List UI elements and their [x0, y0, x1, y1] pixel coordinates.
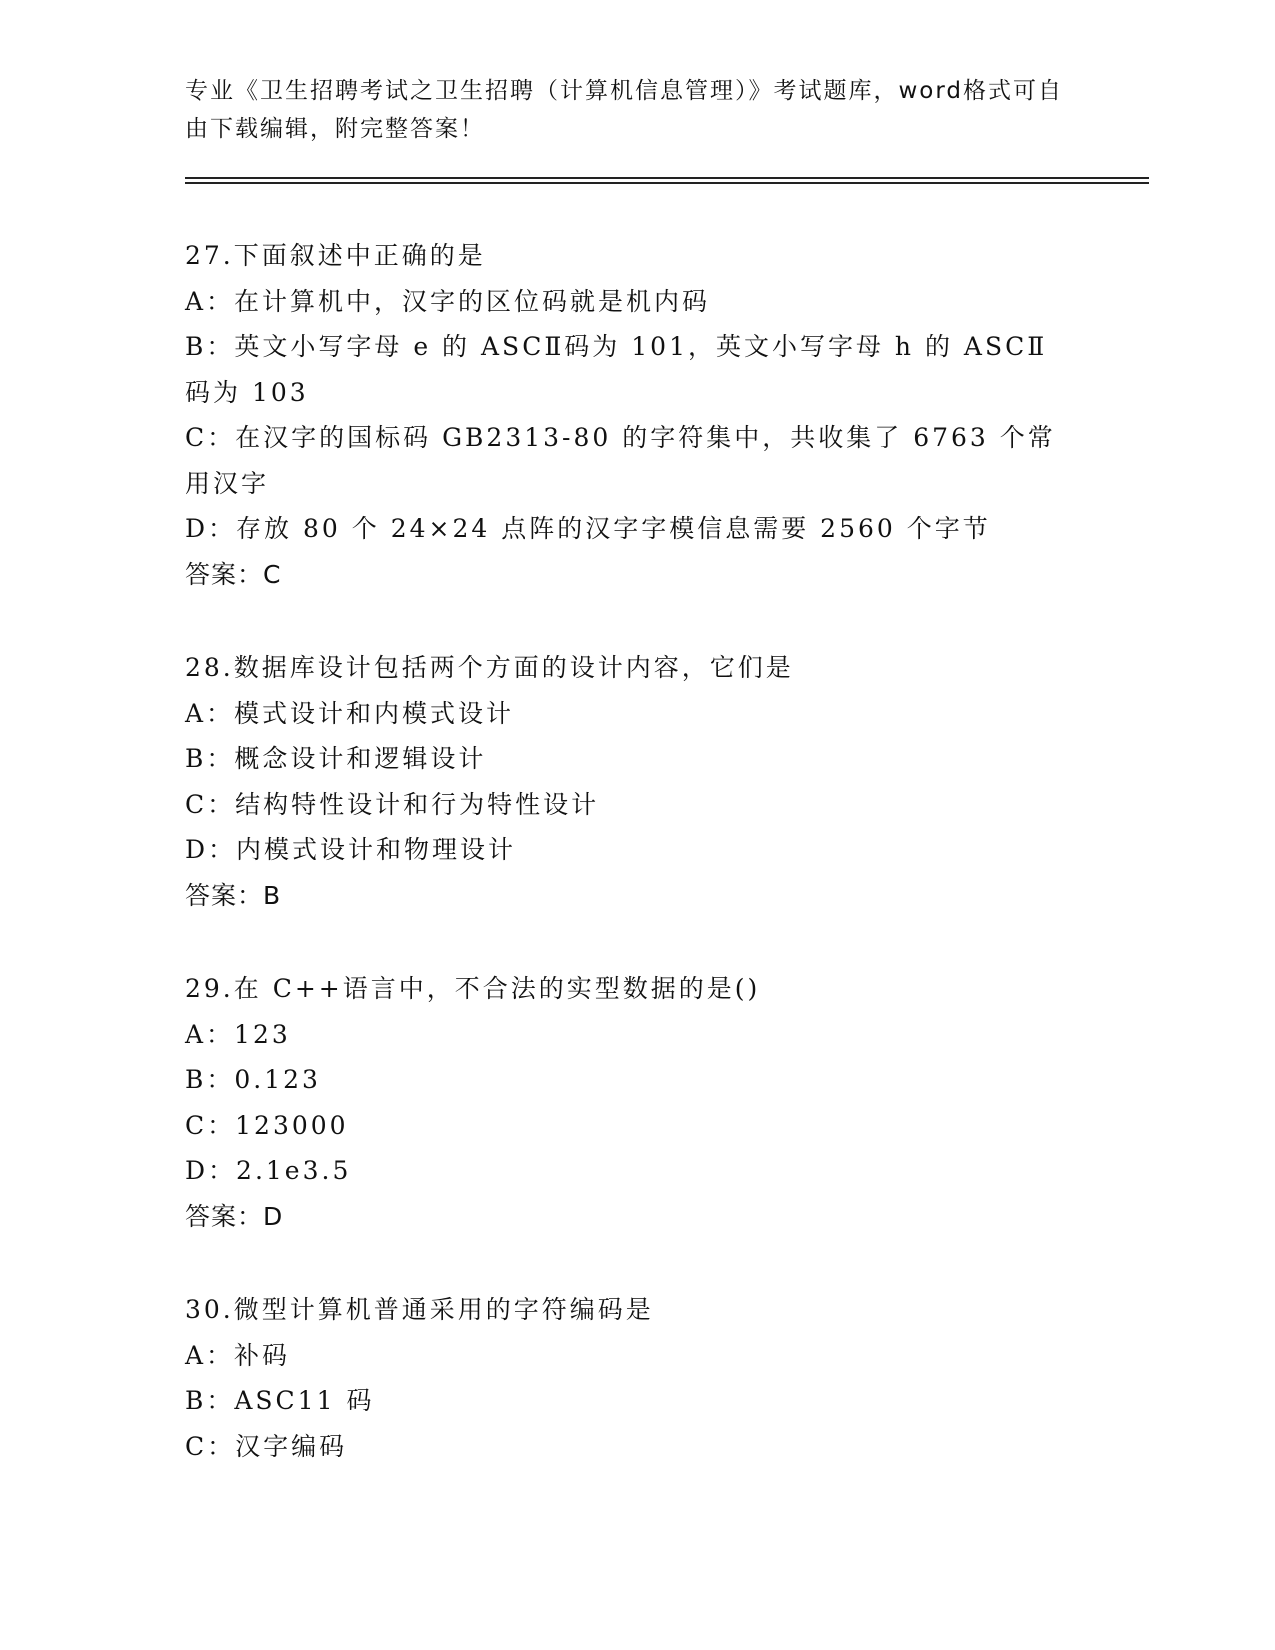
option-c: C：123000	[185, 1110, 349, 1140]
option-d: D：存放 80 个 24×24 点阵的汉字字模信息需要 2560 个字节	[185, 514, 991, 543]
question-stem: 30.微型计算机普通采用的字符编码是	[185, 1295, 654, 1324]
question-list	[185, 233, 1065, 1517]
option-a: A：123	[185, 1019, 291, 1049]
question-27	[185, 233, 1065, 597]
question-stem: 28.数据库设计包括两个方面的设计内容，它们是	[185, 653, 794, 682]
question-28	[185, 645, 1065, 918]
answer-label: 答案：D	[185, 1201, 284, 1231]
option-c: C：汉字编码	[185, 1431, 348, 1461]
option-b: B：概念设计和逻辑设计	[185, 744, 487, 773]
header-divider-bottom	[185, 182, 1149, 184]
option-d: D：内模式设计和物理设计	[185, 835, 517, 864]
answer-label: 答案：B	[185, 880, 282, 910]
question-29	[185, 966, 1065, 1239]
option-c: C：结构特性设计和行为特性设计	[185, 789, 600, 819]
option-c: C：在汉字的国标码 GB2313-80 的字符集中，共收集了 6763 个常用汉字	[185, 423, 1056, 498]
option-d: D：2.1e3.5	[185, 1156, 352, 1185]
question-30	[185, 1287, 1065, 1469]
document-intro: 专业《卫生招聘考试之卫生招聘（计算机信息管理）》考试题库，word格式可自由下载编辑，附完整答案！	[185, 78, 1064, 142]
question-stem: 29.在 C++语言中，不合法的实型数据的是()	[185, 974, 761, 1003]
option-a: A：在计算机中，汉字的区位码就是机内码	[185, 286, 711, 316]
question-stem: 27.下面叙述中正确的是	[185, 241, 486, 270]
option-a: A：补码	[185, 1340, 291, 1370]
option-b: B：ASC11 码	[185, 1386, 375, 1415]
header-divider-top	[185, 177, 1149, 179]
option-b: B：英文小写字母 e 的 ASCⅡ码为 101，英文小写字母 h 的 ASCⅡ码为 103	[185, 332, 1048, 407]
answer-label: 答案：C	[185, 559, 282, 589]
option-a: A：模式设计和内模式设计	[185, 698, 515, 728]
option-b: B：0.123	[185, 1065, 321, 1094]
